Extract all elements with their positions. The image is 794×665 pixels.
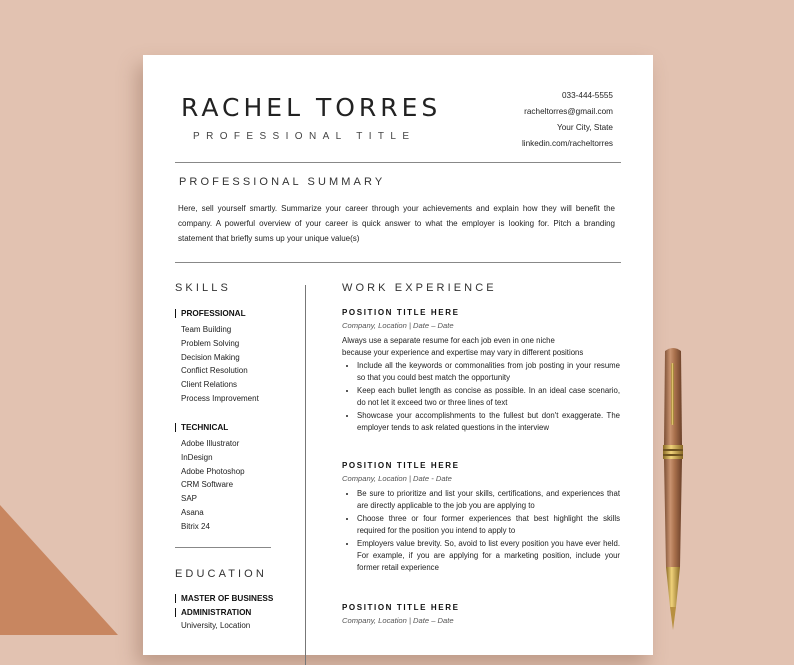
list-item: Adobe Photoshop [181, 466, 245, 476]
candidate-name: RACHEL TORRES [181, 93, 442, 122]
job-intro [342, 335, 612, 360]
job-intro-line: because your experience and expertise may vary in different positions [342, 348, 584, 358]
education-heading: EDUCATION [175, 568, 267, 580]
list-item: Client Relations [181, 380, 238, 390]
skills-professional-list [181, 323, 259, 406]
contact-email: racheltorres@gmail.com [524, 107, 613, 116]
list-item: SAP [181, 494, 198, 504]
skills-heading: SKILLS [175, 282, 231, 294]
job-intro-line: Always use a separate resume for each job even in one niche [342, 336, 555, 345]
job-company: Company, Location | Date - Date [342, 474, 452, 483]
professional-title: PROFESSIONAL TITLE [193, 131, 416, 142]
list-item: • Employers value brevity. So, avoid to list every position you have ever held. For example, if you are applying for a marketing position, include your former retail experience [357, 538, 620, 575]
list-item: Bitrix 24 [181, 521, 210, 531]
job-company: Company, Location | Date – Date [342, 616, 454, 625]
contact-phone: 033-444-5555 [562, 91, 613, 100]
column-divider [305, 285, 306, 665]
summary-heading: PROFESSIONAL SUMMARY [179, 176, 386, 188]
contact-block [522, 88, 613, 152]
list-item: Team Building [181, 325, 232, 334]
experience-heading: WORK EXPERIENCE [342, 282, 497, 294]
list-item: Conflict Resolution [181, 366, 248, 376]
list-item: Problem Solving [181, 338, 240, 348]
skills-group-professional-title: PROFESSIONAL [175, 309, 246, 318]
list-item: • Choose three or four former experiences that best highlight the skills required for the position you intend to apply to [357, 513, 620, 538]
header-divider [175, 162, 621, 163]
education-degree-line1: MASTER OF BUSINESS [175, 594, 273, 603]
job-company: Company, Location | Date – Date [342, 321, 454, 330]
list-item: • Be sure to prioritize and list your skills, certifications, and experiences that are directly applicable to the job you are applying to [357, 488, 620, 513]
job-bullets [342, 488, 620, 575]
list-item: Process Improvement [181, 393, 259, 403]
job-title: POSITION TITLE HERE [342, 603, 460, 612]
education-location: University, Location [181, 621, 251, 630]
list-item: CRM Software [181, 480, 234, 490]
list-item: • Include all the keywords or commonalities from job posting in your resume so that you could best match the opportunity [357, 360, 620, 385]
list-item: Decision Making [181, 352, 240, 362]
job-title: POSITION TITLE HERE [342, 461, 460, 470]
skills-divider [175, 547, 271, 548]
list-item: InDesign [181, 452, 213, 462]
resume-page [143, 55, 653, 655]
summary-divider [175, 262, 621, 263]
skills-technical-list [181, 437, 245, 534]
skills-group-technical-title: TECHNICAL [175, 423, 228, 432]
education-degree-line2: ADMINISTRATION [175, 608, 251, 617]
education-details [181, 619, 250, 633]
summary-text: Here, sell yourself smartly. Summarize your career through your achievements and explain how they will benefit the company. A powerful overview of your career is quick answer to what the employer is looking for. Pitch a branding statement that briefly sums up your unique value(s) [178, 204, 615, 243]
list-item: • Showcase your accomplishments to the fullest but don't exaggerate. The employer tends to ask related questions in the interview [357, 410, 620, 435]
pen-image [655, 345, 691, 635]
job-bullets [342, 360, 620, 434]
list-item: Asana [181, 507, 204, 517]
job-title: POSITION TITLE HERE [342, 308, 460, 317]
contact-location: Your City, State [557, 123, 613, 132]
list-item: • Keep each bullet length as concise as possible. In an ideal case scenario, do not let it exceed two or three lines of text [357, 385, 620, 410]
list-item: Adobe Illustrator [181, 439, 240, 448]
contact-linkedin: linkedin.com/racheltorres [521, 139, 613, 148]
